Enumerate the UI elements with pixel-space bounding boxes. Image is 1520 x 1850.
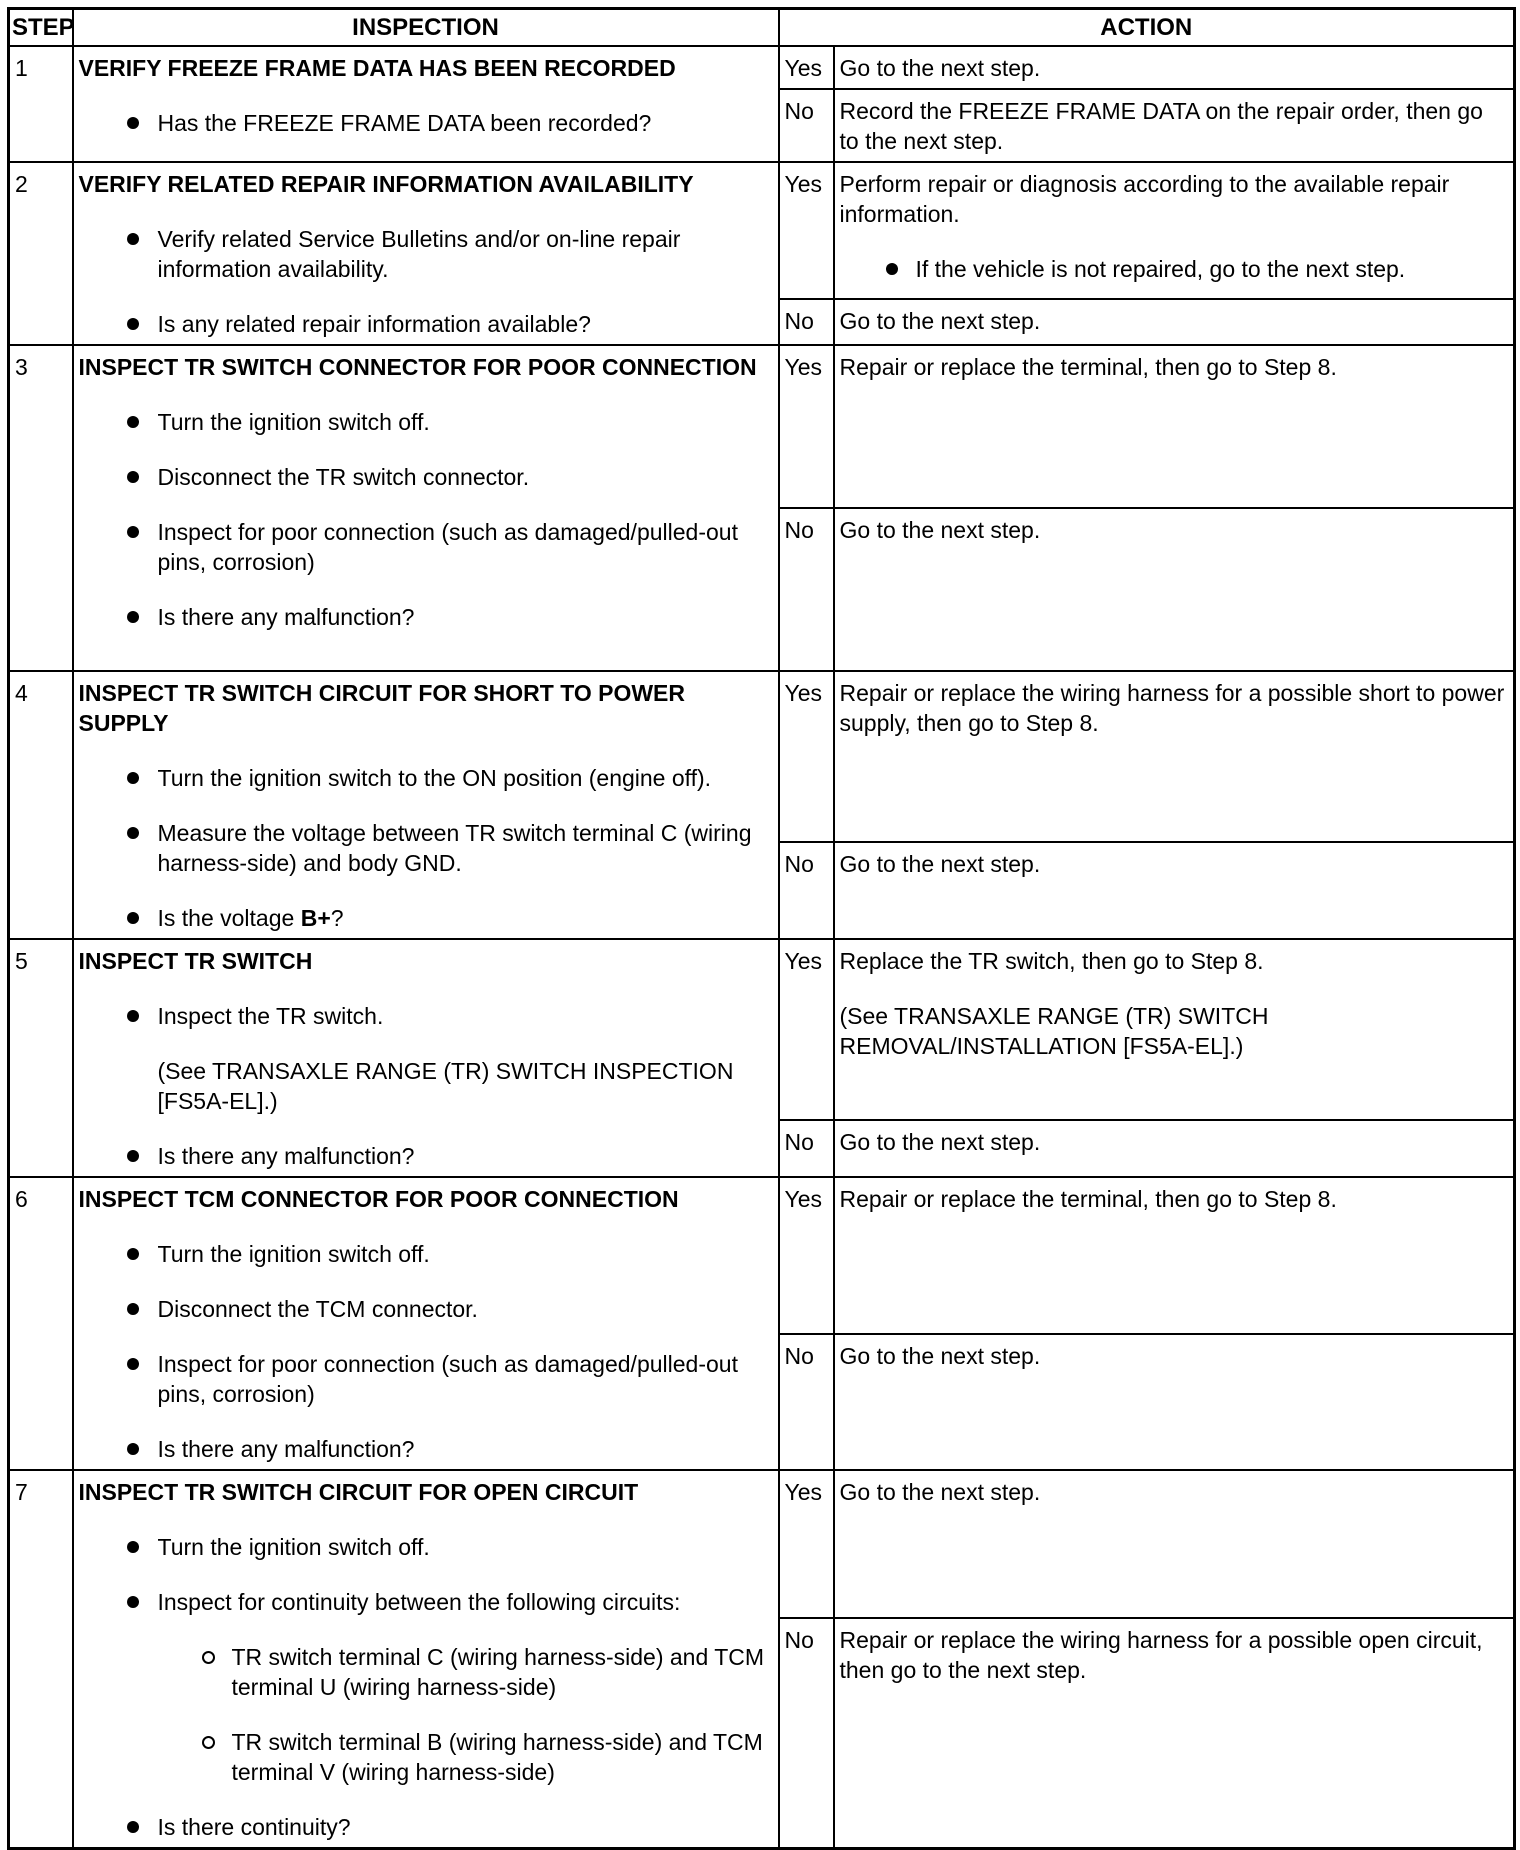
step-3-row xyxy=(9,345,1515,508)
step-title: INSPECT TR SWITCH CONNECTOR FOR POOR CONNECTION xyxy=(78,354,757,380)
step-title: INSPECT TR SWITCH CIRCUIT FOR SHORT TO POWER SUPPLY xyxy=(78,680,686,736)
step-column-header: STEP xyxy=(9,9,73,47)
step-number: 3 xyxy=(9,345,73,671)
step-number: 7 xyxy=(9,1470,73,1849)
yes-label: Yes xyxy=(779,46,834,89)
no-action: Repair or replace the wiring harness for a possible open circuit, then go to the next step. xyxy=(834,1618,1515,1848)
step-6-row xyxy=(9,1177,1515,1334)
bullet-item: Is there any malfunction? xyxy=(79,1141,773,1171)
yes-action: Repair or replace the terminal, then go to Step 8. xyxy=(834,345,1515,508)
voltage-value: B+ xyxy=(300,905,331,931)
bullet-item: Is there continuity? xyxy=(79,1812,773,1842)
bullet-item: Turn the ignition switch off. xyxy=(79,1532,773,1562)
no-action: Go to the next step. xyxy=(834,1334,1515,1470)
bullet-item: Turn the ignition switch off. xyxy=(79,1239,773,1269)
bullet-item xyxy=(79,1587,773,1787)
step-6-inspection xyxy=(73,1177,779,1470)
no-action: Go to the next step. xyxy=(834,508,1515,671)
yes-label: Yes xyxy=(779,939,834,1120)
yes-label: Yes xyxy=(779,1177,834,1334)
bullet-item: Turn the ignition switch off. xyxy=(79,407,773,437)
yes-label: Yes xyxy=(779,162,834,299)
bullet-item: Inspect for poor connection (such as damaged/pulled-out pins, corrosion) xyxy=(79,1349,773,1409)
no-action: Go to the next step. xyxy=(834,1120,1515,1177)
reference-note: (See TRANSAXLE RANGE (TR) SWITCH INSPECTION [FS5A-EL].) xyxy=(157,1058,734,1114)
bullet-item: Is any related repair information available? xyxy=(79,309,773,339)
step-4-inspection xyxy=(73,671,779,939)
bullet-item: Is there any malfunction? xyxy=(79,602,773,632)
diagnostic-procedure-table xyxy=(7,7,1516,1850)
reference-note: (See TRANSAXLE RANGE (TR) SWITCH REMOVAL/INSTALLATION [FS5A-EL].) xyxy=(839,1003,1269,1059)
step-title: VERIFY RELATED REPAIR INFORMATION AVAILABILITY xyxy=(78,171,694,197)
yes-label: Yes xyxy=(779,671,834,842)
no-label: No xyxy=(779,299,834,345)
step-title: INSPECT TR SWITCH xyxy=(78,948,313,974)
header-row xyxy=(9,9,1515,47)
yes-action: Go to the next step. xyxy=(834,1470,1515,1618)
diagnostic-procedure-page xyxy=(7,7,1516,1850)
bullet-item: Has the FREEZE FRAME DATA been recorded? xyxy=(79,108,773,138)
bullet-item: Inspect for poor connection (such as damaged/pulled-out pins, corrosion) xyxy=(79,517,773,577)
no-label: No xyxy=(779,842,834,939)
step-3-inspection xyxy=(73,345,779,671)
step-number: 1 xyxy=(9,46,73,162)
step-7-row xyxy=(9,1470,1515,1618)
yes-action: Replace the TR switch, then go to Step 8. xyxy=(839,948,1264,974)
yes-label: Yes xyxy=(779,345,834,508)
action-column-header: ACTION xyxy=(779,9,1515,47)
sub-bullet-item: TR switch terminal B (wiring harness-side) and TCM terminal V (wiring harness-side) xyxy=(158,1727,773,1787)
step-5-inspection xyxy=(73,939,779,1177)
step-title: VERIFY FREEZE FRAME DATA HAS BEEN RECORDED xyxy=(78,55,676,81)
bullet-text: Inspect the TR switch. xyxy=(157,1003,384,1029)
bullet-item: Is there any malfunction? xyxy=(79,1434,773,1464)
step-1-inspection xyxy=(73,46,779,162)
step-1-row xyxy=(9,46,1515,89)
step-title: INSPECT TR SWITCH CIRCUIT FOR OPEN CIRCUIT xyxy=(78,1479,639,1505)
bullet-text: Inspect for continuity between the following circuits: xyxy=(157,1589,681,1615)
yes-action: Perform repair or diagnosis according to the available repair information. xyxy=(839,171,1450,227)
bullet-item xyxy=(79,903,773,933)
step-5-row xyxy=(9,939,1515,1120)
bullet-item: Disconnect the TCM connector. xyxy=(79,1294,773,1324)
step-2-inspection xyxy=(73,162,779,345)
yes-label: Yes xyxy=(779,1470,834,1618)
step-4-row xyxy=(9,671,1515,842)
step-7-inspection xyxy=(73,1470,779,1849)
yes-action-cell xyxy=(834,162,1515,299)
no-label: No xyxy=(779,1334,834,1470)
step-number: 6 xyxy=(9,1177,73,1470)
bullet-item xyxy=(79,1001,773,1116)
step-2-row xyxy=(9,162,1515,299)
voltage-question-text: Is the voltage xyxy=(157,905,301,931)
no-action: Go to the next step. xyxy=(834,299,1515,345)
yes-action-cell xyxy=(834,939,1515,1120)
bullet-item: Measure the voltage between TR switch terminal C (wiring harness-side) and body GND. xyxy=(79,818,773,878)
question-mark: ? xyxy=(330,905,344,931)
no-label: No xyxy=(779,1120,834,1177)
yes-action: Repair or replace the wiring harness for a possible short to power supply, then go to Step 8. xyxy=(834,671,1515,842)
yes-action: Repair or replace the terminal, then go to Step 8. xyxy=(834,1177,1515,1334)
step-number: 4 xyxy=(9,671,73,939)
step-number: 5 xyxy=(9,939,73,1177)
action-bullet-item: If the vehicle is not repaired, go to the next step. xyxy=(840,254,1509,284)
no-label: No xyxy=(779,89,834,162)
step-title: INSPECT TCM CONNECTOR FOR POOR CONNECTION xyxy=(78,1186,679,1212)
bullet-item: Disconnect the TR switch connector. xyxy=(79,462,773,492)
bullet-item: Turn the ignition switch to the ON position (engine off). xyxy=(79,763,773,793)
bullet-item: Verify related Service Bulletins and/or on-line repair information availability. xyxy=(79,224,773,284)
no-action: Go to the next step. xyxy=(834,842,1515,939)
no-action: Record the FREEZE FRAME DATA on the repair order, then go to the next step. xyxy=(834,89,1515,162)
yes-action: Go to the next step. xyxy=(834,46,1515,89)
no-label: No xyxy=(779,508,834,671)
step-number: 2 xyxy=(9,162,73,345)
sub-bullet-item: TR switch terminal C (wiring harness-side) and TCM terminal U (wiring harness-side) xyxy=(158,1642,773,1702)
inspection-column-header: INSPECTION xyxy=(73,9,779,47)
no-label: No xyxy=(779,1618,834,1848)
